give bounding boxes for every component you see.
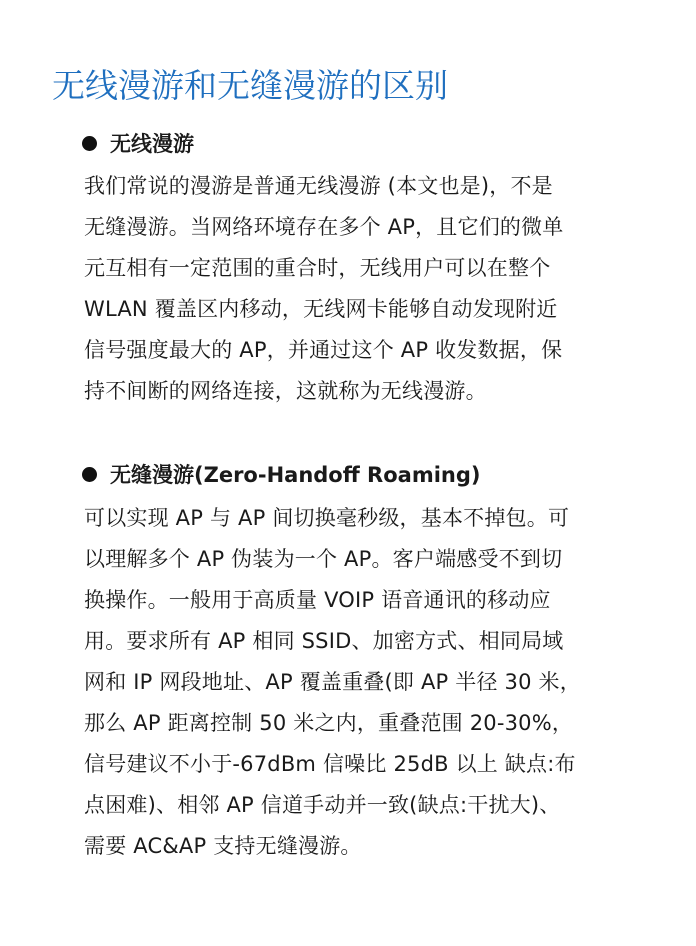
bullet-dot-icon bbox=[82, 136, 97, 151]
text-line: 换操作。一般用于高质量 VOIP 语音通讯的移动应 bbox=[84, 588, 551, 612]
bullet-dot-icon bbox=[82, 467, 97, 482]
text-line: 持不间断的网络连接，这就称为无线漫游。 bbox=[84, 379, 487, 403]
text-line: 信号建议不小于-67dBm 信噪比 25dB 以上 缺点:布 bbox=[84, 752, 576, 776]
text-line: 无缝漫游。当网络环境存在多个 AP，且它们的微单 bbox=[84, 215, 564, 239]
text-line: 以理解多个 AP 伪装为一个 AP。客户端感受不到切 bbox=[84, 547, 563, 571]
text-line: 元互相有一定范围的重合时，无线用户可以在整个 bbox=[84, 256, 551, 280]
text-line: 点困难)、相邻 AP 信道手动并一致(缺点:干扰大)、 bbox=[84, 793, 561, 817]
section-heading-wireless-roaming: 无线漫游 bbox=[110, 132, 194, 156]
text-line: 网和 IP 网段地址、AP 覆盖重叠(即 AP 半径 30 米， bbox=[84, 670, 581, 694]
text-line: WLAN 覆盖区内移动，无线网卡能够自动发现附近 bbox=[84, 297, 558, 321]
paragraph-wireless-roaming bbox=[84, 166, 624, 412]
text-line: 可以实现 AP 与 AP 间切换毫秒级，基本不掉包。可 bbox=[84, 506, 570, 530]
text-line: 需要 AC&AP 支持无缝漫游。 bbox=[84, 834, 362, 858]
text-line: 用。要求所有 AP 相同 SSID、加密方式、相同局域 bbox=[84, 629, 564, 653]
text-line: 信号强度最大的 AP，并通过这个 AP 收发数据，保 bbox=[84, 338, 563, 362]
text-line: 那么 AP 距离控制 50 米之内，重叠范围 20-30%， bbox=[84, 711, 574, 735]
page-title: 无线漫游和无缝漫游的区别 bbox=[52, 66, 448, 105]
section-heading-seamless-roaming: 无缝漫游(Zero-Handoff Roaming) bbox=[110, 463, 481, 487]
text-line: 我们常说的漫游是普通无线漫游 (本文也是)，不是 bbox=[84, 174, 553, 198]
paragraph-seamless-roaming bbox=[84, 498, 624, 867]
